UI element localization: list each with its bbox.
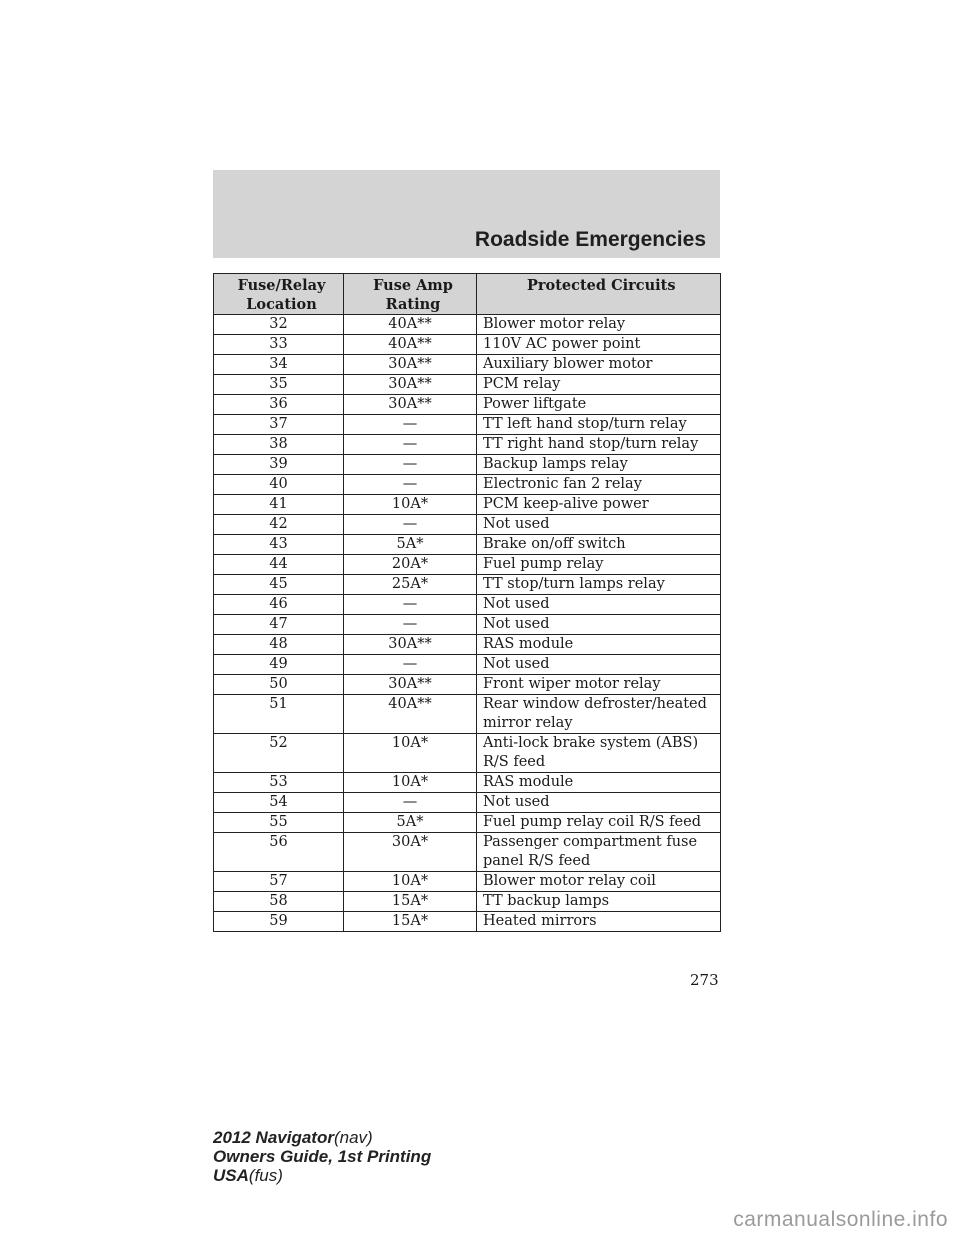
fuse-amp-cell: — (344, 455, 477, 475)
protected-circuit-cell (477, 695, 721, 734)
protected-circuit-cell: Brake on/off switch (477, 535, 721, 555)
protected-circuit-cell: TT left hand stop/turn relay (477, 415, 721, 435)
fuse-amp-cell: 5A* (344, 813, 477, 833)
fuse-amp-cell: — (344, 415, 477, 435)
table-row (214, 833, 721, 872)
fuse-location-cell: 53 (214, 773, 344, 793)
fuse-location-cell: 54 (214, 793, 344, 813)
circuit-line: Anti-lock brake system (ABS) (483, 735, 699, 751)
fuse-amp-cell: — (344, 595, 477, 615)
fuse-location-cell: 47 (214, 615, 344, 635)
fuse-amp-cell: 15A* (344, 912, 477, 932)
fuse-location-cell: 40 (214, 475, 344, 495)
footer-line: USA(fus) (213, 1166, 283, 1185)
fuse-amp-cell: 30A** (344, 635, 477, 655)
circuit-line: mirror relay (483, 715, 573, 731)
table-row (214, 315, 721, 335)
fuse-amp-cell: — (344, 615, 477, 635)
protected-circuit-cell: Not used (477, 595, 721, 615)
fuse-location-cell: 48 (214, 635, 344, 655)
protected-circuit-cell: PCM keep-alive power (477, 495, 721, 515)
page-number: 273 (690, 971, 719, 989)
fuse-amp-cell: 10A* (344, 872, 477, 892)
protected-circuit-cell: Power liftgate (477, 395, 721, 415)
protected-circuit-cell: TT right hand stop/turn relay (477, 435, 721, 455)
section-title: Roadside Emergencies (474, 228, 706, 251)
fuse-amp-cell: 40A** (344, 695, 477, 734)
table-row (214, 773, 721, 793)
table-row (214, 813, 721, 833)
fuse-location-cell: 32 (214, 315, 344, 335)
protected-circuit-cell: Blower motor relay coil (477, 872, 721, 892)
fuse-amp-cell: 25A* (344, 575, 477, 595)
table-row (214, 615, 721, 635)
protected-circuit-cell (477, 833, 721, 872)
protected-circuit-cell: Backup lamps relay (477, 455, 721, 475)
protected-circuit-cell: Blower motor relay (477, 315, 721, 335)
protected-circuit-cell: Not used (477, 515, 721, 535)
fuse-amp-cell: 40A** (344, 335, 477, 355)
protected-circuit-cell: 110V AC power point (477, 335, 721, 355)
fuse-location-cell: 45 (214, 575, 344, 595)
fuse-location-cell: 43 (214, 535, 344, 555)
footer (213, 1128, 431, 1185)
protected-circuit-cell: Auxiliary blower motor (477, 355, 721, 375)
fuse-location-cell: 59 (214, 912, 344, 932)
fuse-location-cell: 41 (214, 495, 344, 515)
table-row (214, 595, 721, 615)
table-row (214, 435, 721, 455)
header-amp-rating: Fuse Amp Rating (344, 274, 477, 315)
table-row (214, 675, 721, 695)
table-row (214, 912, 721, 932)
circuit-line: Rear window defroster/heated (483, 696, 707, 712)
fuse-location-cell: 39 (214, 455, 344, 475)
circuit-line: R/S feed (483, 754, 546, 770)
table-row (214, 475, 721, 495)
fuse-location-cell: 36 (214, 395, 344, 415)
fuse-location-cell: 44 (214, 555, 344, 575)
fuse-location-cell: 35 (214, 375, 344, 395)
fuse-location-cell: 46 (214, 595, 344, 615)
fuse-location-cell: 34 (214, 355, 344, 375)
fuse-amp-cell: 30A** (344, 355, 477, 375)
section-header (213, 170, 720, 258)
protected-circuit-cell: Electronic fan 2 relay (477, 475, 721, 495)
fuse-location-cell: 55 (214, 813, 344, 833)
fuse-table-body (214, 315, 721, 932)
table-row (214, 872, 721, 892)
table-row (214, 555, 721, 575)
fuse-amp-cell: 10A* (344, 734, 477, 773)
protected-circuit-cell: Fuel pump relay (477, 555, 721, 575)
fuse-location-cell: 50 (214, 675, 344, 695)
circuit-line: Passenger compartment fuse (483, 834, 698, 850)
fuse-location-cell: 57 (214, 872, 344, 892)
header-location: Fuse/Relay Location (214, 274, 344, 315)
table-row (214, 495, 721, 515)
fuse-location-cell: 58 (214, 892, 344, 912)
table-row (214, 635, 721, 655)
protected-circuit-cell: Not used (477, 615, 721, 635)
table-row (214, 793, 721, 813)
fuse-amp-cell: 30A** (344, 395, 477, 415)
fuse-amp-cell: 10A* (344, 773, 477, 793)
protected-circuit-cell: RAS module (477, 773, 721, 793)
fuse-location-cell: 56 (214, 833, 344, 872)
fuse-location-cell: 51 (214, 695, 344, 734)
protected-circuit-cell: RAS module (477, 635, 721, 655)
protected-circuit-cell (477, 734, 721, 773)
fuse-amp-cell: 5A* (344, 535, 477, 555)
header-protected-circuits: Protected Circuits (477, 274, 721, 315)
table-row (214, 892, 721, 912)
fuse-amp-cell: 30A** (344, 675, 477, 695)
footer-line: Owners Guide, 1st Printing (213, 1147, 432, 1166)
protected-circuit-cell: Front wiper motor relay (477, 675, 721, 695)
protected-circuit-cell: Heated mirrors (477, 912, 721, 932)
table-row (214, 515, 721, 535)
fuse-location-cell: 38 (214, 435, 344, 455)
table-row (214, 695, 721, 734)
protected-circuit-cell: Fuel pump relay coil R/S feed (477, 813, 721, 833)
fuse-amp-cell: 30A** (344, 375, 477, 395)
fuse-table (213, 273, 721, 932)
fuse-amp-cell: — (344, 515, 477, 535)
table-row (214, 734, 721, 773)
fuse-amp-cell: 15A* (344, 892, 477, 912)
table-row (214, 395, 721, 415)
fuse-location-cell: 42 (214, 515, 344, 535)
fuse-amp-cell: — (344, 655, 477, 675)
table-row (214, 355, 721, 375)
fuse-amp-cell: 10A* (344, 495, 477, 515)
watermark: carmanualsonline.info (733, 1208, 948, 1231)
table-row (214, 575, 721, 595)
protected-circuit-cell: Not used (477, 655, 721, 675)
protected-circuit-cell: TT stop/turn lamps relay (477, 575, 721, 595)
circuit-line: panel R/S feed (483, 853, 591, 869)
fuse-amp-cell: 20A* (344, 555, 477, 575)
footer-line: 2012 Navigator(nav) (213, 1128, 373, 1147)
fuse-amp-cell: — (344, 793, 477, 813)
fuse-location-cell: 49 (214, 655, 344, 675)
table-row (214, 535, 721, 555)
fuse-location-cell: 37 (214, 415, 344, 435)
fuse-location-cell: 33 (214, 335, 344, 355)
table-row (214, 655, 721, 675)
protected-circuit-cell: TT backup lamps (477, 892, 721, 912)
table-row (214, 335, 721, 355)
fuse-location-cell: 52 (214, 734, 344, 773)
table-row (214, 415, 721, 435)
fuse-amp-cell: 30A* (344, 833, 477, 872)
table-row (214, 455, 721, 475)
protected-circuit-cell: PCM relay (477, 375, 721, 395)
fuse-amp-cell: — (344, 475, 477, 495)
protected-circuit-cell: Not used (477, 793, 721, 813)
table-row (214, 375, 721, 395)
fuse-amp-cell: 40A** (344, 315, 477, 335)
table-header-row (214, 274, 721, 315)
fuse-amp-cell: — (344, 435, 477, 455)
